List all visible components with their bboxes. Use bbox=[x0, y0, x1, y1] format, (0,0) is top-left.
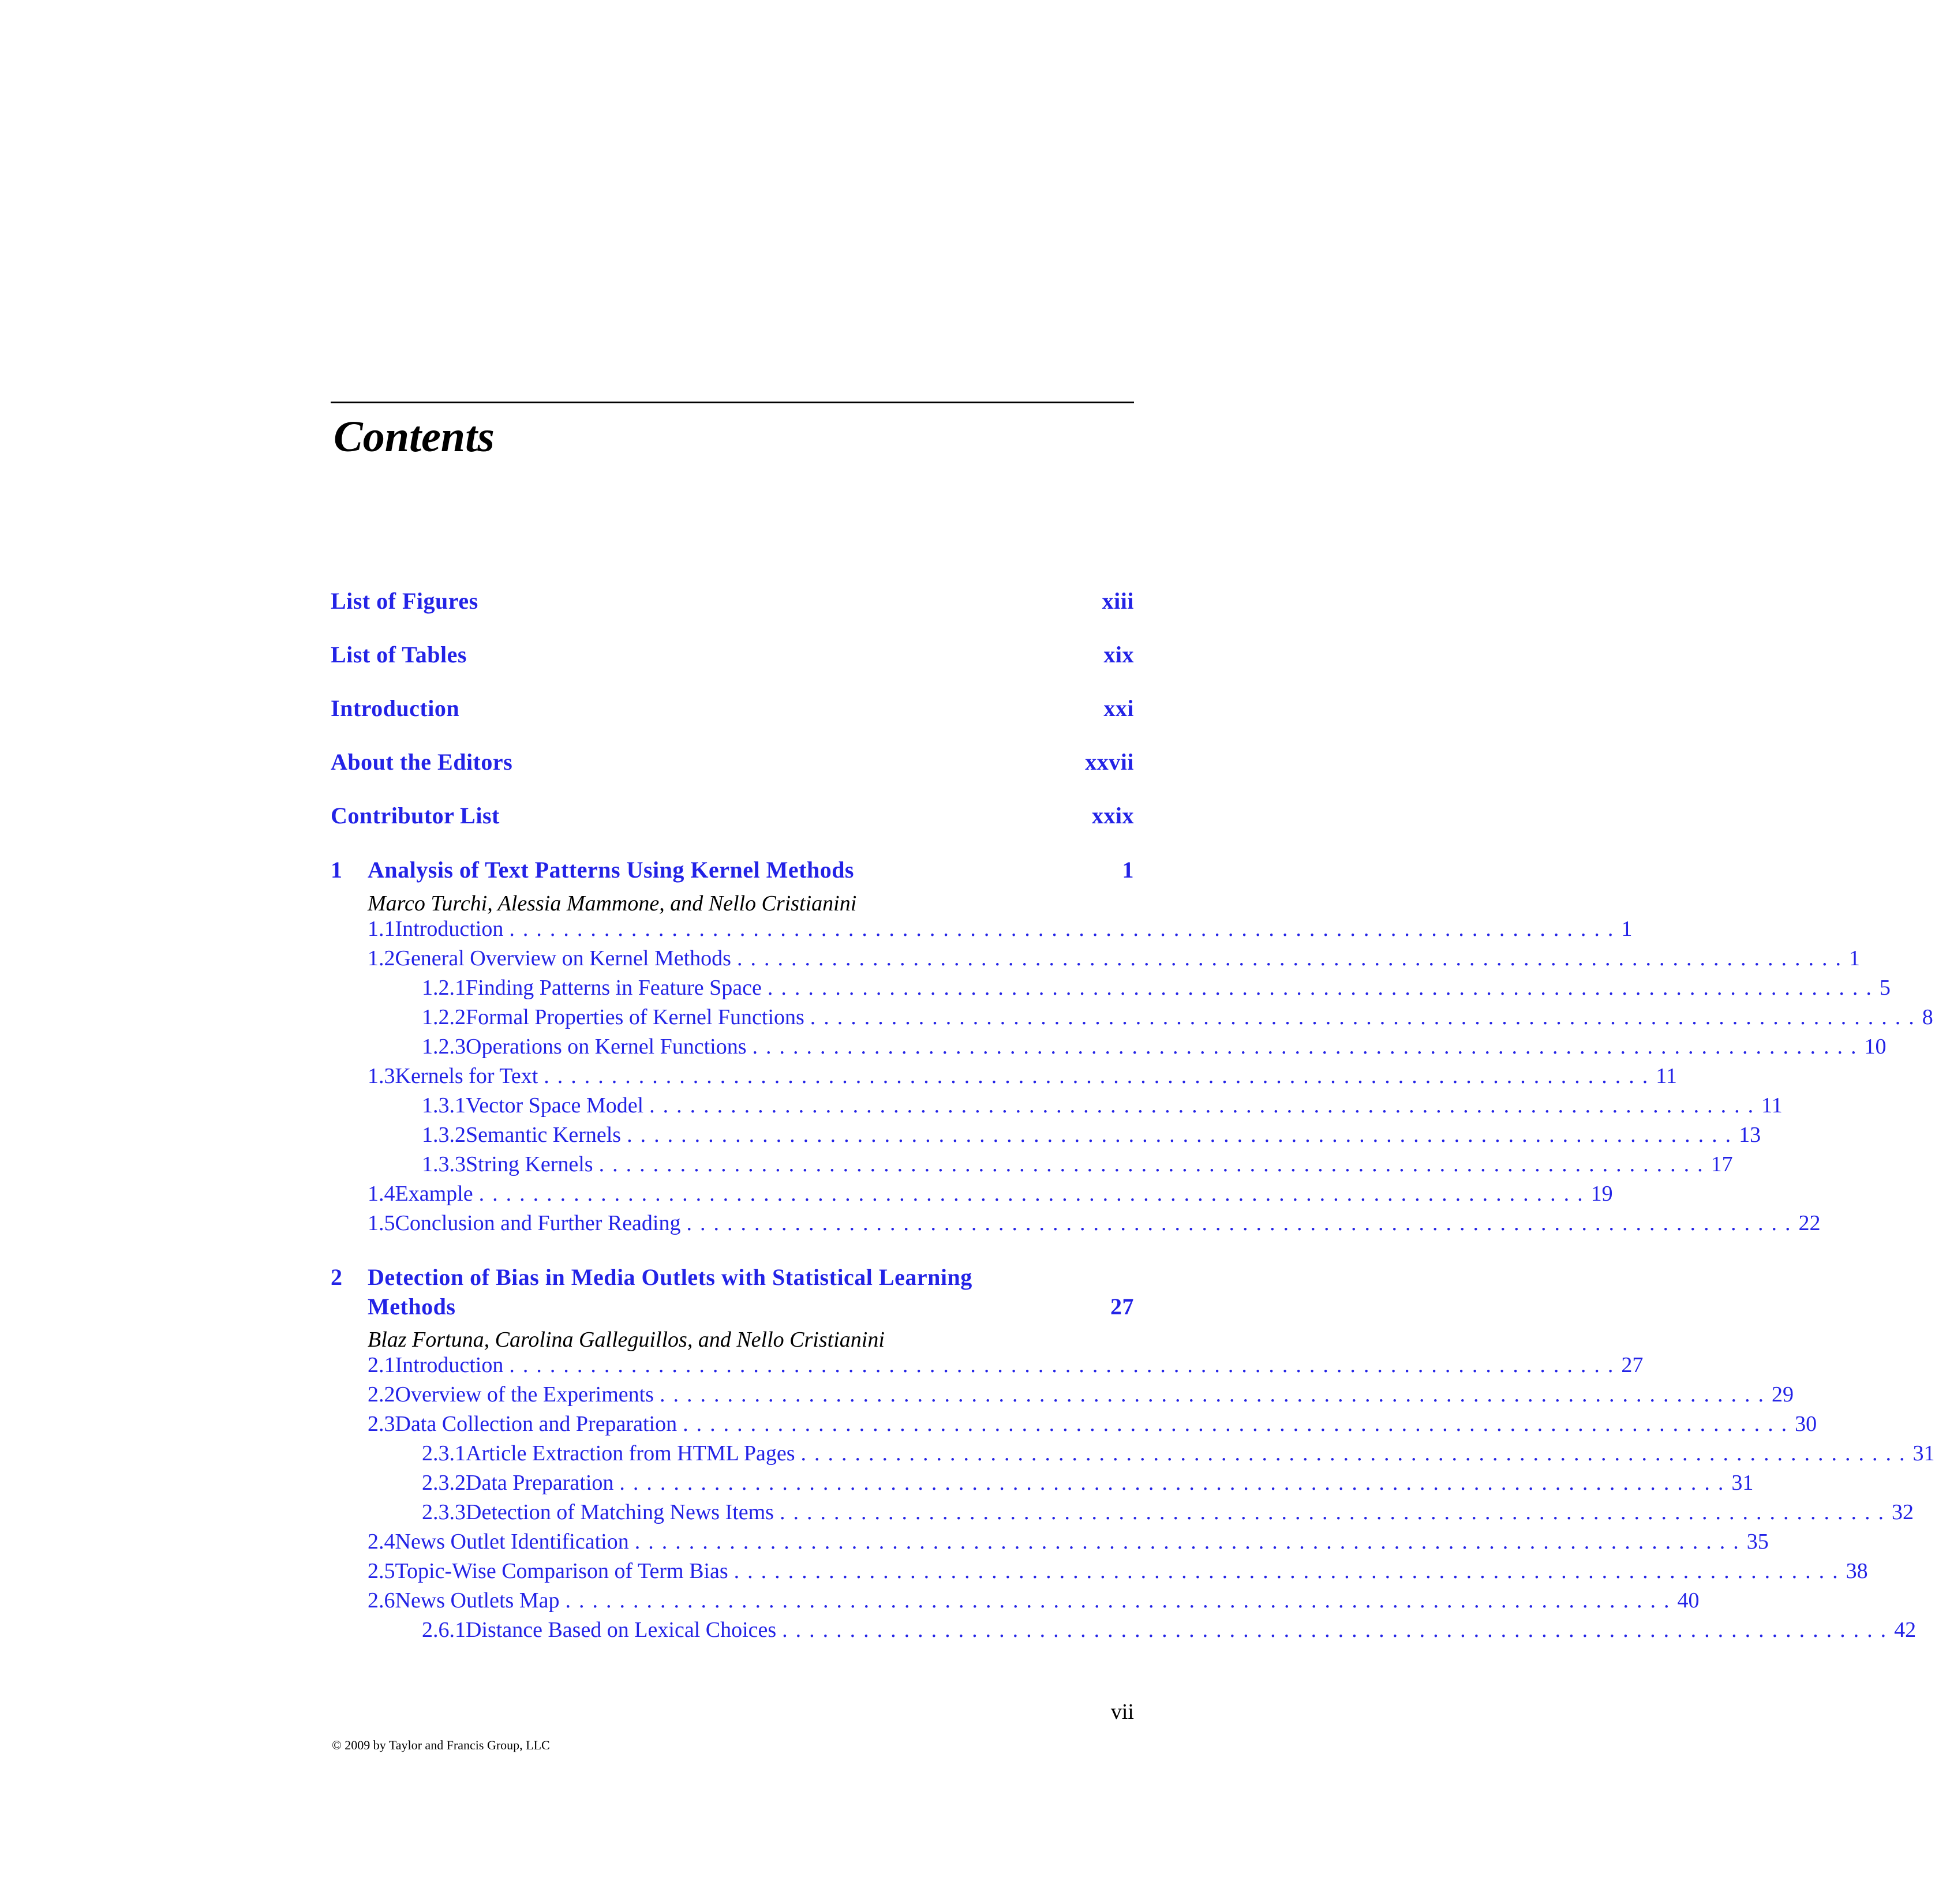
section-page: 40 bbox=[1677, 1588, 1700, 1613]
dot-leader: .................................................................................. bbox=[779, 1500, 1892, 1524]
dot-leader: .................................................................................. bbox=[659, 1382, 1772, 1407]
section-title: Topic-Wise Comparison of Term Bias bbox=[395, 1559, 728, 1583]
section-number: 2.5 bbox=[368, 1559, 395, 1583]
dot-leader: .................................................................................. bbox=[544, 1064, 1656, 1088]
section-page: 22 bbox=[1798, 1211, 1821, 1235]
toc-entry-page: xxix bbox=[1091, 803, 1134, 829]
toc-chapter-1[interactable] bbox=[331, 856, 1134, 891]
section-number: 1.5 bbox=[368, 1211, 395, 1235]
dot-leader: .................................................................................. bbox=[649, 1093, 1762, 1118]
heading-rule bbox=[331, 402, 1134, 403]
section-number: 1.1 bbox=[368, 917, 395, 941]
section-number: 2.3.2 bbox=[422, 1471, 466, 1495]
section-title: Article Extraction from HTML Pages bbox=[466, 1441, 795, 1466]
dot-leader: .................................................................................. bbox=[767, 976, 1880, 1000]
section-number: 2.3 bbox=[368, 1412, 395, 1436]
section-title: Conclusion and Further Reading bbox=[395, 1211, 681, 1235]
toc-subsection[interactable] bbox=[331, 1617, 1917, 1652]
dot-leader: .................................................................................. bbox=[782, 1618, 1895, 1642]
page-number: vii bbox=[1110, 1700, 1134, 1724]
chapter-page: 1 bbox=[1122, 857, 1134, 883]
section-number: 1.3.3 bbox=[422, 1152, 466, 1176]
dot-leader: .................................................................................. bbox=[810, 1005, 1922, 1029]
chapter-authors: Blaz Fortuna, Carolina Galleguillos, and Nello Cristianini bbox=[368, 1328, 885, 1352]
section-title: Introduction bbox=[395, 1353, 504, 1377]
toc-entry-title: Contributor List bbox=[331, 803, 500, 829]
chapter-title-line-1: Detection of Bias in Media Outlets with Statistical Learning bbox=[368, 1264, 972, 1290]
section-page: 10 bbox=[1864, 1035, 1887, 1059]
dot-leader: .................................................................................. bbox=[686, 1211, 1799, 1235]
dot-leader: .................................................................................. bbox=[598, 1152, 1711, 1176]
toc-entry-title: Introduction bbox=[331, 695, 460, 721]
section-page: 29 bbox=[1771, 1382, 1794, 1407]
section-number: 2.3.3 bbox=[422, 1500, 466, 1524]
section-title: Operations on Kernel Functions bbox=[466, 1035, 747, 1059]
dot-leader: .................................................................................. bbox=[683, 1412, 1795, 1436]
toc-entry-about-the-editors[interactable] bbox=[331, 748, 1134, 783]
toc-entry-introduction[interactable] bbox=[331, 695, 1134, 729]
toc-entry-title: List of Tables bbox=[331, 642, 467, 668]
section-number: 1.3.2 bbox=[422, 1123, 466, 1147]
section-title: String Kernels bbox=[466, 1152, 593, 1176]
toc-entry-title: About the Editors bbox=[331, 749, 513, 775]
section-number: 1.2 bbox=[368, 946, 395, 970]
toc-entry-contributor-list[interactable] bbox=[331, 802, 1134, 837]
dot-leader: .................................................................................. bbox=[478, 1182, 1591, 1206]
section-page: 17 bbox=[1711, 1152, 1733, 1176]
section-page: 11 bbox=[1656, 1064, 1677, 1088]
toc-section[interactable] bbox=[331, 1210, 1821, 1245]
section-number: 2.2 bbox=[368, 1382, 395, 1407]
section-title: Semantic Kernels bbox=[466, 1123, 622, 1147]
section-title: General Overview on Kernel Methods bbox=[395, 946, 731, 970]
section-title: Overview of the Experiments bbox=[395, 1382, 654, 1407]
section-title: Finding Patterns in Feature Space bbox=[466, 976, 762, 1000]
section-title: Distance Based on Lexical Choices bbox=[466, 1618, 777, 1642]
section-number: 1.2.3 bbox=[422, 1035, 466, 1059]
section-title: Formal Properties of Kernel Functions bbox=[466, 1005, 804, 1029]
chapter-authors: Marco Turchi, Alessia Mammone, and Nello Cristianini bbox=[368, 891, 857, 916]
section-page: 19 bbox=[1590, 1182, 1613, 1206]
section-page: 31 bbox=[1731, 1471, 1754, 1495]
dot-leader: .................................................................................. bbox=[509, 1353, 1622, 1377]
toc-entry-page: xxi bbox=[1103, 695, 1134, 721]
dot-leader: .................................................................................. bbox=[619, 1471, 1732, 1495]
section-number: 1.2.2 bbox=[422, 1005, 466, 1029]
section-title: Kernels for Text bbox=[395, 1064, 538, 1088]
section-page: 8 bbox=[1922, 1005, 1933, 1029]
section-title: Example bbox=[395, 1182, 473, 1206]
section-number: 1.3 bbox=[368, 1064, 395, 1088]
section-title: Data Collection and Preparation bbox=[395, 1412, 678, 1436]
section-title: Data Preparation bbox=[466, 1471, 614, 1495]
section-page: 38 bbox=[1846, 1559, 1868, 1583]
chapter-number: 1 bbox=[331, 857, 343, 883]
chapter-title-line-2: Methods bbox=[368, 1294, 456, 1320]
toc-entry-list-of-tables[interactable] bbox=[331, 641, 1134, 676]
dot-leader: .................................................................................. bbox=[565, 1588, 1678, 1613]
section-page: 30 bbox=[1795, 1412, 1817, 1436]
toc-chapter-2-continued[interactable] bbox=[331, 1293, 1134, 1328]
copyright-notice: © 2009 by Taylor and Francis Group, LLC bbox=[332, 1738, 550, 1752]
dot-leader: .................................................................................. bbox=[733, 1559, 1846, 1583]
section-number: 1.4 bbox=[368, 1182, 395, 1206]
section-page: 42 bbox=[1894, 1618, 1917, 1642]
section-page: 35 bbox=[1746, 1530, 1769, 1554]
section-number: 2.4 bbox=[368, 1530, 395, 1554]
dot-leader: .................................................................................. bbox=[509, 917, 1622, 941]
toc-entry-title: List of Figures bbox=[331, 588, 478, 614]
section-page: 13 bbox=[1739, 1123, 1761, 1147]
toc-entry-page: xxvii bbox=[1085, 749, 1134, 775]
section-number: 1.3.1 bbox=[422, 1093, 466, 1118]
section-page: 11 bbox=[1761, 1093, 1783, 1118]
toc-entry-list-of-figures[interactable] bbox=[331, 587, 1134, 622]
page-title: Contents bbox=[334, 413, 495, 461]
section-number: 2.1 bbox=[368, 1353, 395, 1377]
section-page: 1 bbox=[1848, 946, 1860, 970]
section-number: 2.3.1 bbox=[422, 1441, 466, 1466]
dot-leader: .................................................................................. bbox=[752, 1035, 1865, 1059]
section-title: Vector Space Model bbox=[466, 1093, 644, 1118]
dot-leader: .................................................................................. bbox=[800, 1441, 1913, 1466]
section-title: Detection of Matching News Items bbox=[466, 1500, 774, 1524]
dot-leader: .................................................................................. bbox=[634, 1530, 1747, 1554]
dot-leader: .................................................................................. bbox=[627, 1123, 1739, 1147]
chapter-title: Analysis of Text Patterns Using Kernel Methods bbox=[368, 857, 854, 883]
section-page: 1 bbox=[1621, 917, 1633, 941]
chapter-page: 27 bbox=[1110, 1294, 1134, 1320]
toc-entry-page: xix bbox=[1103, 642, 1134, 668]
dot-leader: .................................................................................. bbox=[736, 946, 1849, 970]
section-number: 2.6.1 bbox=[422, 1618, 466, 1642]
section-number: 1.2.1 bbox=[422, 976, 466, 1000]
section-page: 32 bbox=[1891, 1500, 1914, 1524]
section-number: 2.6 bbox=[368, 1588, 395, 1613]
section-title: News Outlets Map bbox=[395, 1588, 560, 1613]
chapter-number: 2 bbox=[331, 1264, 343, 1290]
section-title: Introduction bbox=[395, 917, 504, 941]
toc-entry-page: xiii bbox=[1102, 588, 1134, 614]
section-page: 27 bbox=[1621, 1353, 1644, 1377]
section-page: 31 bbox=[1912, 1441, 1935, 1466]
section-page: 5 bbox=[1879, 976, 1891, 1000]
section-title: News Outlet Identification bbox=[395, 1530, 629, 1554]
